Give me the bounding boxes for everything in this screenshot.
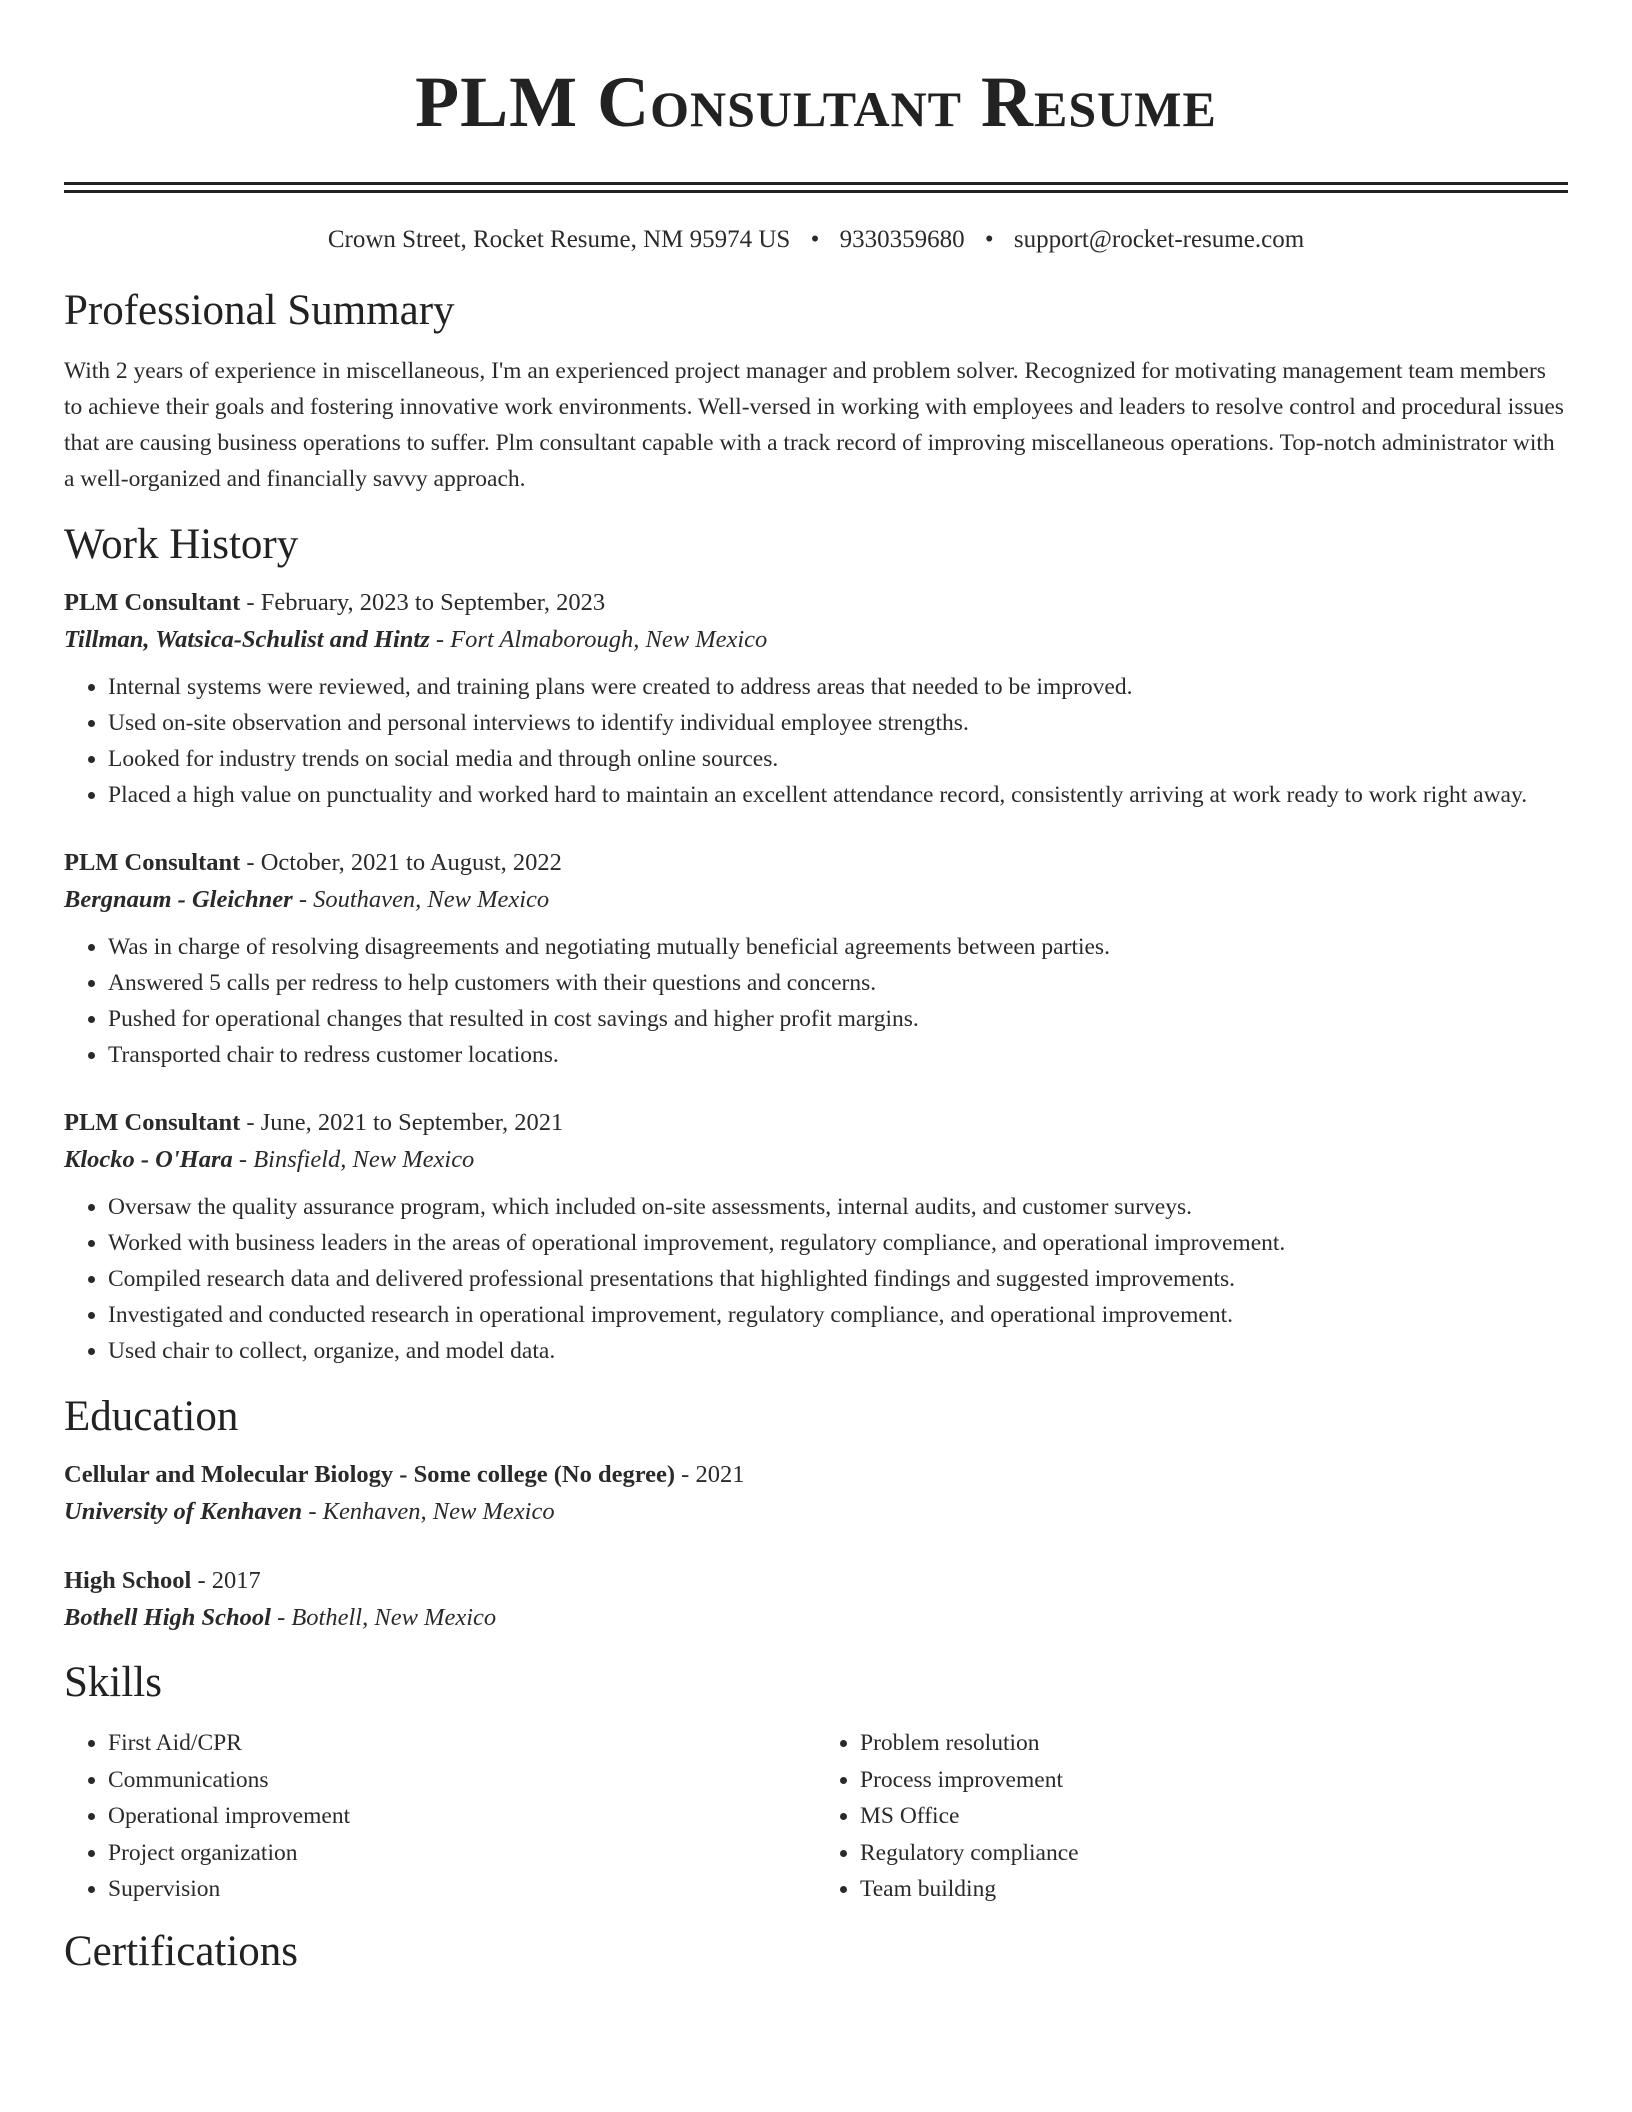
education-entry [64,1563,1568,1637]
job-title-line [64,585,1568,621]
education-school-line [64,1599,1568,1637]
job-title: PLM Consultant [64,1109,241,1136]
education-entry [64,1457,1568,1531]
education-degree: High School [64,1567,192,1594]
job-dates: - October, 2021 to August, 2022 [240,849,562,876]
skill-item: • Operational improvement [108,1798,816,1835]
skill-item: • Problem resolution [860,1725,1568,1762]
skill-item: • Team building [860,1871,1568,1908]
contact-separator: • [984,226,994,253]
education-school-line [64,1493,1568,1531]
title-double-rule [64,182,1568,193]
job-bullets [64,1189,1568,1369]
skill-item: • Communications [108,1762,816,1799]
contact-address: Crown Street, Rocket Resume, NM 95974 US [327,226,791,253]
skill-item: • Process improvement [860,1762,1568,1799]
work-history-heading: Work History [64,521,299,568]
education-school: University of Kenhaven [64,1498,303,1525]
education-year: - 2017 [191,1567,261,1594]
job-company: Tillman, Watsica-Schulist and Hintz [64,626,430,653]
job-bullet: • Placed a high value on punctuality and worked hard to maintain an excellent attendance record, consistently arriving at work ready to work right away. [108,777,1568,813]
contact-phone: 9330359680 [839,226,965,253]
job-bullet: • Used on-site observation and personal interviews to identify individual employee strengths. [108,705,1568,741]
job-company-line [64,621,1568,659]
job-title: PLM Consultant [64,849,241,876]
job-bullet: • Oversaw the quality assurance program, which included on-site assessments, internal audits, and customer surveys. [108,1189,1568,1225]
job-bullet: • Pushed for operational changes that resulted in cost savings and higher profit margins. [108,1001,1568,1037]
job-bullet: • Looked for industry trends on social media and through online sources. [108,741,1568,777]
skill-item: • Regulatory compliance [860,1835,1568,1872]
job-bullet: • Answered 5 calls per redress to help customers with their questions and concerns. [108,965,1568,1001]
job-bullets [64,669,1568,813]
job-entry [64,1105,1568,1369]
job-location: - Binsfield, New Mexico [232,1146,475,1173]
contact-email: support@rocket-resume.com [1013,226,1305,253]
education-heading: Education [64,1393,239,1440]
job-company: Klocko - O'Hara [64,1146,233,1173]
skill-item: • First Aid/CPR [108,1725,816,1762]
job-bullet: • Transported chair to redress customer locations. [108,1037,1568,1073]
job-title-line [64,1105,1568,1141]
resume-title: PLM Consultant Resume [415,62,1217,142]
summary-text: With 2 years of experience in miscellaneous, I'm an experienced project manager and problem solver. Recognized for motivating management team members to achieve their goals and fostering innovative work environments. Well-versed in working with employees and leaders to resolve control and procedural issues that are causing business operations to suffer. Plm consultant capable with a track record of improving miscellaneous operations. Top-notch administrator with a well-organized and financially savvy approach. [64,358,1564,492]
contact-line [64,223,1568,257]
skill-item: • Supervision [108,1871,816,1908]
skill-item: • Project organization [108,1835,816,1872]
job-title-line [64,845,1568,881]
job-location: - Southaven, New Mexico [292,886,550,913]
job-bullet: • Internal systems were reviewed, and training plans were created to address areas that needed to be improved. [108,669,1568,705]
skills-list-left [64,1725,816,1908]
education-degree-line [64,1457,1568,1493]
job-bullets [64,929,1568,1073]
job-company: Bergnaum - Gleichner [64,886,293,913]
job-title: PLM Consultant [64,589,241,616]
job-dates: - June, 2021 to September, 2021 [240,1109,564,1136]
summary-heading: Professional Summary [64,287,455,334]
education-degree-line [64,1563,1568,1599]
skills-list-right [816,1725,1568,1908]
job-bullet: • Investigated and conducted research in operational improvement, regulatory compliance, and operational improvement. [108,1297,1568,1333]
skill-item: • MS Office [860,1798,1568,1835]
education-location: - Bothell, New Mexico [270,1604,497,1631]
education-year: - 2021 [675,1461,745,1488]
job-bullet: • Worked with business leaders in the areas of operational improvement, regulatory compliance, and operational improvement. [108,1225,1568,1261]
job-company-line [64,1141,1568,1179]
certifications-heading: Certifications [64,1927,299,1975]
job-entry [64,585,1568,813]
job-bullet: • Was in charge of resolving disagreements and negotiating mutually beneficial agreements between parties. [108,929,1568,965]
skills-heading: Skills [64,1659,162,1706]
job-entry [64,845,1568,1073]
education-school: Bothell High School [64,1604,271,1631]
job-bullet: • Compiled research data and delivered professional presentations that highlighted findings and suggested improvements. [108,1261,1568,1297]
job-location: - Fort Almaborough, New Mexico [429,626,768,653]
job-dates: - February, 2023 to September, 2023 [240,589,606,616]
job-bullet: • Used chair to collect, organize, and model data. [108,1333,1568,1369]
education-location: - Kenhaven, New Mexico [302,1498,555,1525]
contact-separator: • [810,226,820,253]
job-company-line [64,881,1568,919]
education-degree: Cellular and Molecular Biology - Some college (No degree) [64,1461,676,1488]
skills-columns [64,1711,1568,1908]
